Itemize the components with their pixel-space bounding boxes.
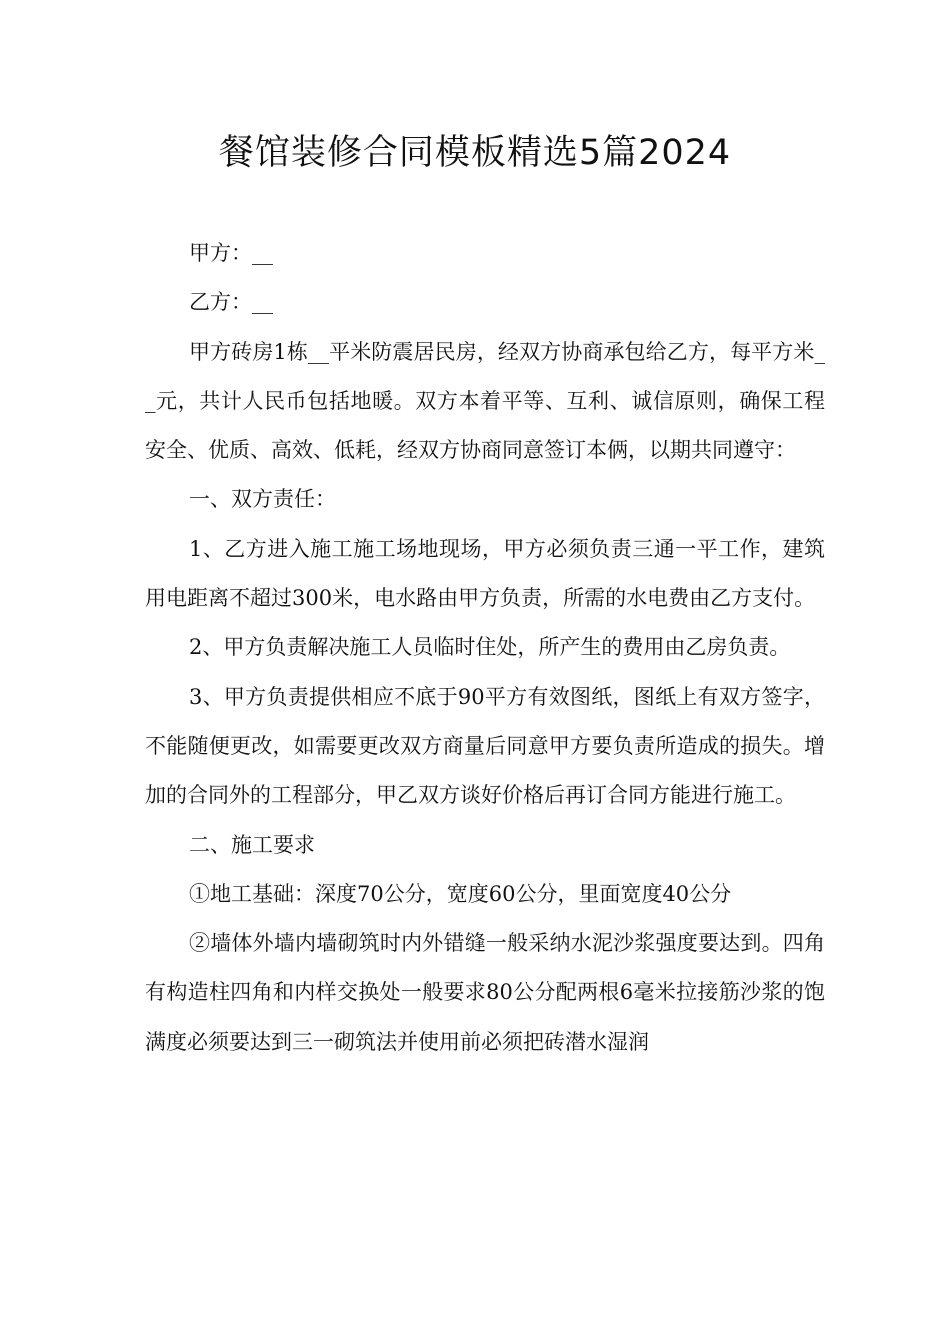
requirement-2: ②墙体外墙内墙砌筑时内外错缝一般采纳水泥沙浆强度要达到。四角有构造柱四角和内样交换处一般要求80公分配两根6毫米拉接筋沙浆的饱满度必须要达到三一砌筑法并使用前必须把砖潜水湿润 (145, 931, 825, 1054)
party-b-line: 乙方：__ (189, 290, 273, 315)
requirement-1: ①地工基础：深度70公分，宽度60公分，里面宽度40公分 (189, 881, 732, 906)
clause-3: 3、甲方负责提供相应不底于90平方有效图纸，图纸上有双方签字，不能随便更改，如需要更改双方商量后同意甲方要负责所造成的损失。增加的合同外的工程部分，甲乙双方谈好价格后再订合同方能进行施工。 (145, 684, 825, 808)
clause-2: 2、甲方负责解决施工人员临时住处，所产生的费用由乙房负责。 (189, 635, 791, 660)
document-title: 餐馆装修合同模板精选5篇2024 (218, 133, 732, 173)
intro-paragraph: 甲方砖房1栋__平米防震居民房，经双方协商承包给乙方，每平方米__元，共计人民币包括地暖。双方本着平等、互利、诚信原则，确保工程安全、优质、高效、低耗，经双方协商同意签订本俩，以期共同遵守： (145, 339, 825, 463)
section-heading-requirements: 二、施工要求 (189, 832, 315, 857)
document-body (145, 229, 825, 1067)
section-heading-responsibilities: 一、双方责任： (189, 487, 336, 512)
clause-1: 1、乙方进入施工施工场地现场，甲方必须负责三通一平工作，建筑用电距离不超过300米，电水路由甲方负责，所需的水电费由乙方支付。 (145, 536, 825, 611)
party-a-line: 甲方：__ (189, 241, 273, 265)
